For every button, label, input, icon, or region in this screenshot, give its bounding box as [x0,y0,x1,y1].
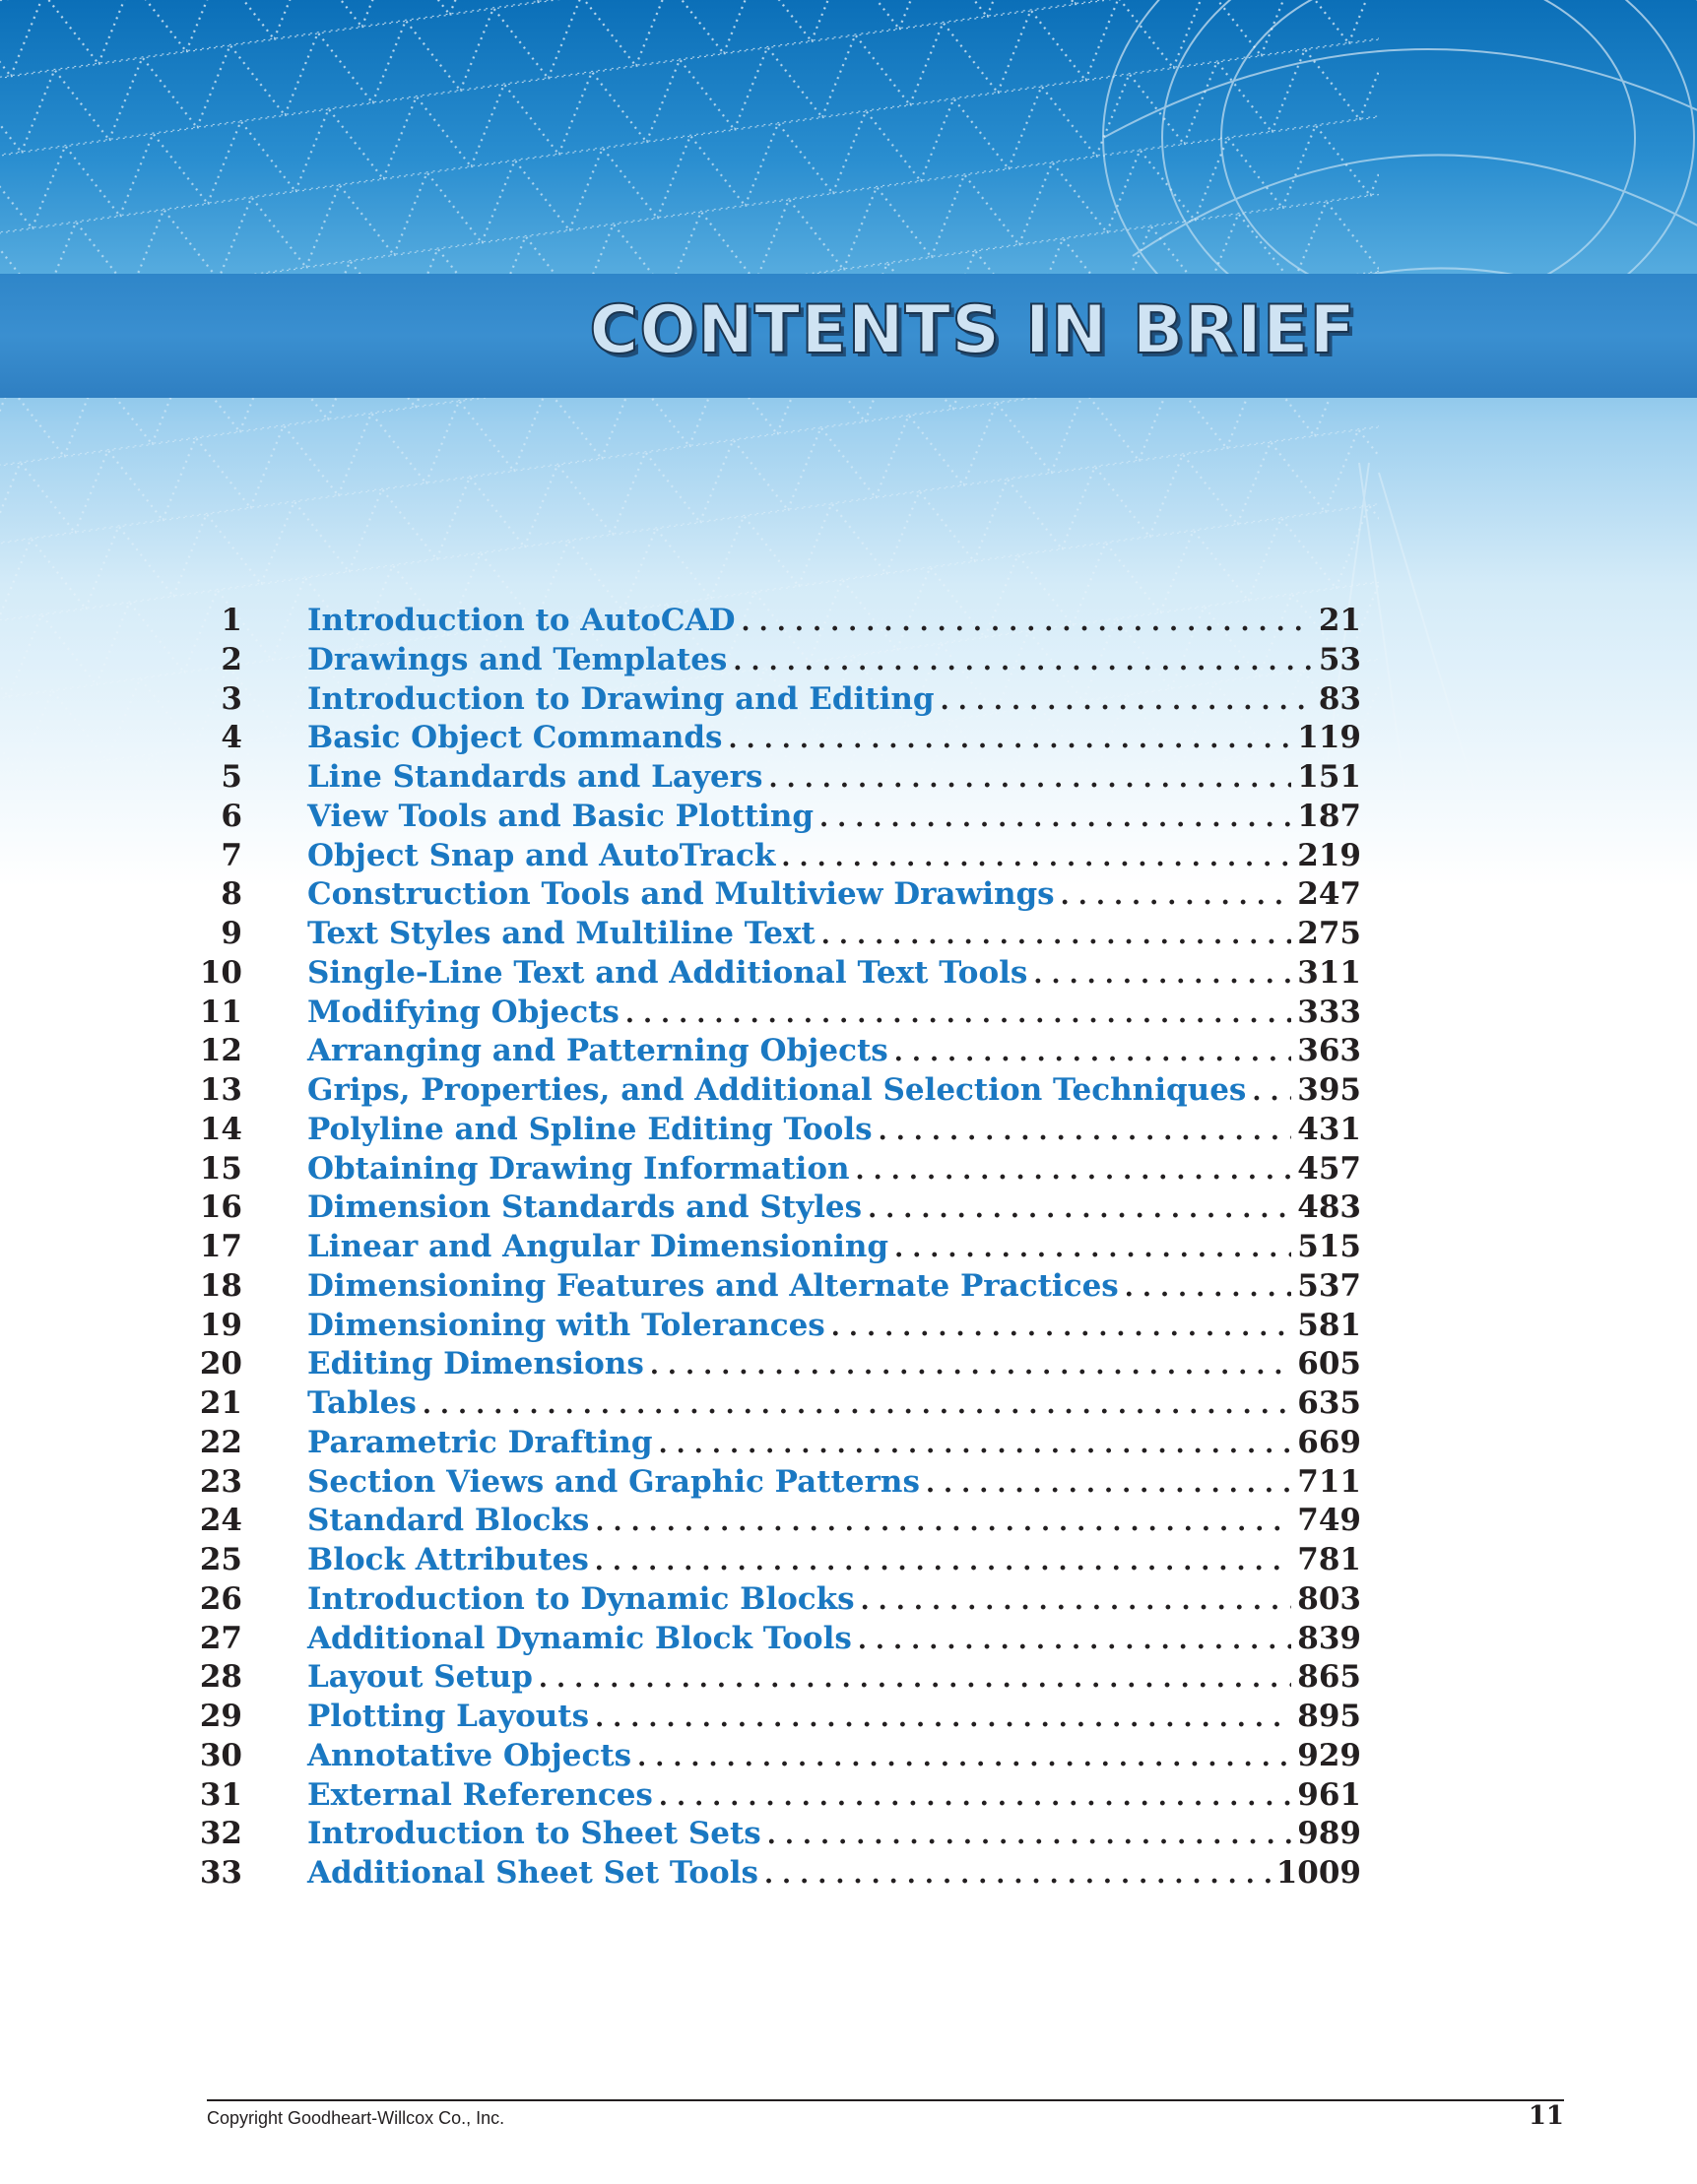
chapter-title-link[interactable]: Linear and Angular Dimensioning [307,1229,889,1264]
chapter-page-number: 247 [1297,876,1361,913]
toc-entry[interactable] [197,1189,1361,1229]
chapter-page-number: 363 [1297,1033,1361,1069]
chapter-title-link[interactable]: View Tools and Basic Plotting [307,798,815,834]
page-title: CONTENTS IN BRIEF [589,291,1356,369]
chapter-page-number: 749 [1297,1503,1361,1539]
chapter-title-link[interactable]: Grips, Properties, and Additional Selection Techniques [307,1072,1247,1108]
toc-entry[interactable] [197,955,1361,995]
chapter-page-number: 635 [1297,1385,1361,1421]
chapter-number: 14 [199,1111,242,1147]
chapter-number: 19 [199,1307,242,1343]
chapter-title-link[interactable]: Additional Dynamic Block Tools [307,1620,852,1656]
toc-entry[interactable] [197,1072,1361,1112]
toc-entry[interactable] [197,759,1361,799]
chapter-number: 24 [199,1503,242,1539]
toc-entry[interactable] [197,838,1361,877]
dot-leader [1252,1077,1291,1107]
chapter-title-link[interactable]: Editing Dimensions [307,1346,644,1382]
toc-entry[interactable] [197,916,1361,955]
toc-entry[interactable] [197,1346,1361,1385]
toc-entry[interactable] [197,720,1361,759]
chapter-page-number: 581 [1297,1307,1361,1343]
chapter-number: 12 [199,1033,242,1069]
chapter-number: 21 [199,1385,242,1421]
chapter-title-link[interactable]: Additional Sheet Set Tools [307,1855,758,1891]
chapter-number: 10 [199,954,242,991]
chapter-page-number: 537 [1297,1267,1361,1304]
table-of-contents [197,603,1361,1895]
footer-divider [207,2099,1564,2101]
chapter-number: 6 [221,798,242,834]
dot-leader [861,1586,1292,1616]
chapter-number: 32 [199,1816,242,1852]
toc-entry[interactable] [197,1659,1361,1699]
chapter-title-link[interactable]: Basic Object Commands [307,720,723,756]
chapter-title-link[interactable]: Dimensioning with Tolerances [307,1307,825,1343]
page-number: 11 [1528,2101,1564,2131]
dot-leader [894,1038,1292,1067]
dot-leader [879,1117,1292,1146]
chapter-page-number: 457 [1297,1150,1361,1187]
dot-leader [941,686,1313,716]
chapter-page-number: 781 [1297,1542,1361,1577]
dot-leader [625,999,1291,1029]
chapter-title-link[interactable]: Plotting Layouts [307,1699,590,1734]
dot-leader [637,1743,1291,1772]
dot-leader [650,1351,1291,1381]
chapter-title-link[interactable]: Obtaining Drawing Information [307,1150,850,1187]
toc-entry[interactable] [197,799,1361,838]
chapter-number: 11 [199,994,242,1030]
chapter-page-number: 311 [1297,954,1361,991]
chapter-page-number: 989 [1297,1816,1361,1852]
chapter-page-number: 1009 [1275,1855,1361,1891]
chapter-number: 2 [221,641,242,677]
dot-leader [858,1626,1291,1655]
chapter-title-link[interactable]: Parametric Drafting [307,1424,653,1460]
chapter-title-link[interactable]: Line Standards and Layers [307,759,763,795]
toc-entry[interactable] [197,1621,1361,1660]
chapter-page-number: 83 [1318,680,1361,717]
chapter-number: 20 [199,1346,242,1382]
dot-leader [868,1194,1291,1224]
dot-leader [659,1430,1292,1459]
copyright-notice: Copyright Goodheart-Willcox Co., Inc. [207,2108,505,2128]
chapter-title-link[interactable]: Dimensioning Features and Alternate Practices [307,1267,1119,1304]
dot-leader [894,1234,1291,1263]
dot-leader [742,608,1313,637]
chapter-page-number: 929 [1297,1737,1361,1773]
chapter-page-number: 961 [1297,1776,1361,1813]
chapter-title-link[interactable]: Construction Tools and Multiview Drawings [307,876,1055,913]
chapter-number: 13 [199,1072,242,1108]
chapter-page-number: 187 [1297,798,1361,834]
toc-entry[interactable] [197,1581,1361,1621]
dot-leader [768,764,1291,794]
chapter-title-link[interactable]: Introduction to Drawing and Editing [307,680,935,717]
toc-entry[interactable] [197,642,1361,681]
chapter-number: 18 [199,1267,242,1304]
chapter-number: 26 [199,1580,242,1617]
toc-entry[interactable] [197,1855,1361,1895]
chapter-page-number: 219 [1297,837,1361,873]
dot-leader [595,1703,1291,1733]
chapter-page-number: 865 [1297,1659,1361,1696]
toc-entry[interactable] [197,1699,1361,1738]
toc-entry[interactable] [197,1816,1361,1855]
toc-entry[interactable] [197,876,1361,916]
toc-entry[interactable] [197,1777,1361,1817]
dot-leader [764,1860,1271,1890]
chapter-title-link[interactable]: Modifying Objects [307,994,620,1030]
chapter-page-number: 21 [1318,603,1361,638]
chapter-title-link[interactable]: External References [307,1776,653,1813]
chapter-page-number: 119 [1297,720,1361,756]
chapter-number: 15 [199,1150,242,1187]
chapter-page-number: 53 [1318,641,1361,677]
chapter-page-number: 803 [1297,1580,1361,1617]
chapter-page-number: 515 [1297,1229,1361,1264]
dot-leader [1125,1273,1292,1303]
dot-leader [819,803,1291,833]
chapter-number: 25 [199,1542,242,1577]
chapter-number: 30 [199,1737,242,1773]
toc-entry[interactable] [197,1542,1361,1581]
chapter-title-link[interactable]: Object Snap and AutoTrack [307,837,776,873]
toc-entry[interactable] [197,603,1361,642]
toc-entry[interactable] [197,1503,1361,1542]
chapter-page-number: 669 [1297,1424,1361,1460]
chapter-title-link[interactable]: Layout Setup [307,1659,533,1696]
chapter-number: 29 [199,1699,242,1734]
dot-leader [729,725,1292,754]
chapter-number: 22 [199,1424,242,1460]
chapter-title-link[interactable]: Annotative Objects [307,1737,632,1773]
chapter-number: 27 [199,1620,242,1656]
chapter-page-number: 395 [1297,1072,1361,1108]
chapter-page-number: 895 [1297,1699,1361,1734]
toc-entry[interactable] [197,1425,1361,1464]
toc-entry[interactable] [197,1738,1361,1777]
toc-entry[interactable] [197,995,1361,1034]
chapter-number: 33 [199,1855,242,1891]
chapter-title-link[interactable]: Dimension Standards and Styles [307,1189,863,1226]
chapter-page-number: 839 [1297,1620,1361,1656]
chapter-title-link[interactable]: Block Attributes [307,1542,589,1577]
chapter-number: 8 [221,876,242,913]
toc-entry[interactable] [197,681,1361,721]
chapter-page-number: 333 [1297,994,1361,1030]
dot-leader [1033,960,1291,990]
chapter-title-link[interactable]: Section Views and Graphic Patterns [307,1463,920,1500]
chapter-title-link[interactable]: Drawings and Templates [307,641,728,677]
dot-leader [659,1782,1291,1812]
toc-entry[interactable] [197,1464,1361,1504]
dot-leader [856,1156,1292,1186]
chapter-title-link[interactable]: Text Styles and Multiline Text [307,916,816,951]
dot-leader [821,921,1292,950]
chapter-page-number: 605 [1297,1346,1361,1382]
chapter-number: 16 [199,1189,242,1226]
chapter-title-link[interactable]: Introduction to Dynamic Blocks [307,1580,855,1617]
chapter-title-link[interactable]: Arranging and Patterning Objects [307,1033,888,1069]
toc-entry[interactable] [197,1229,1361,1268]
chapter-page-number: 151 [1297,759,1361,795]
chapter-number: 17 [199,1229,242,1264]
toc-entry[interactable] [197,1151,1361,1190]
chapter-number: 28 [199,1659,242,1696]
dot-leader [595,1508,1291,1537]
chapter-title-link[interactable]: Introduction to Sheet Sets [307,1816,761,1852]
dot-leader [831,1313,1292,1342]
chapter-number: 7 [221,837,242,873]
chapter-title-link[interactable]: Tables [307,1385,417,1421]
toc-entry[interactable] [197,1112,1361,1151]
chapter-number: 4 [221,720,242,756]
chapter-number: 1 [221,603,242,638]
chapter-page-number: 431 [1297,1111,1361,1147]
dot-leader [926,1469,1291,1499]
chapter-number: 31 [199,1776,242,1813]
chapter-number: 5 [221,759,242,795]
chapter-title-link[interactable]: Standard Blocks [307,1503,590,1539]
dot-leader [423,1390,1291,1420]
chapter-number: 9 [221,916,242,951]
chapter-title-link[interactable]: Polyline and Spline Editing Tools [307,1111,873,1147]
chapter-title-link[interactable]: Single-Line Text and Additional Text Tools [307,954,1028,991]
chapter-page-number: 483 [1297,1189,1361,1226]
chapter-title-link[interactable]: Introduction to AutoCAD [307,603,736,638]
dot-leader [595,1547,1292,1576]
toc-entry[interactable] [197,1308,1361,1347]
dot-leader [733,647,1312,676]
chapter-page-number: 275 [1297,916,1361,951]
toc-entry[interactable] [197,1268,1361,1308]
chapter-page-number: 711 [1297,1463,1361,1500]
dot-leader [781,843,1291,872]
toc-entry[interactable] [197,1385,1361,1425]
toc-entry[interactable] [197,1033,1361,1072]
dot-leader [1061,881,1292,911]
chapter-number: 3 [221,680,242,717]
dot-leader [767,1821,1292,1850]
dot-leader [539,1664,1291,1694]
chapter-number: 23 [199,1463,242,1500]
